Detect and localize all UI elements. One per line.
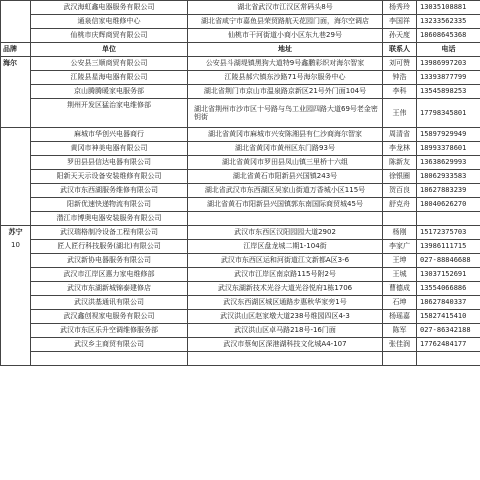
table-row (1, 128, 480, 142)
phone-cell: 13554066886 (417, 282, 480, 296)
unit-cell: 江陵县星海电器有限公司 (31, 71, 188, 85)
unit-cell: 匠人匠行科技服务(湖北)有限公司 (31, 240, 188, 254)
unit-cell: 潜江市博奥电器安装服务有限公司 (31, 212, 188, 226)
table-row (1, 184, 480, 198)
address-cell: 武汉市蔡甸区深港湖科技文化城A4-107 (188, 338, 383, 352)
address-cell: 武汉市江岸区南京路115号附2号 (188, 268, 383, 282)
phone-cell: 17762484177 (417, 338, 480, 352)
table-row (1, 254, 480, 268)
contact-cell: 刘可赞 (383, 57, 417, 71)
unit-cell: 公安县三顺商贸有限公司 (31, 57, 188, 71)
unit-cell: 通泉信家电维修中心 (31, 15, 188, 29)
table-row (1, 156, 480, 170)
unit-cell: 武汉市东西湖服务维修有限公司 (31, 184, 188, 198)
brand-cell-haier: 海尔 (1, 57, 31, 128)
table-row (1, 99, 480, 128)
address-cell: 武汉洪山区赵家墩大道238号维园四区4-3 (188, 310, 383, 324)
table-row (1, 310, 480, 324)
phone-cell: 13545898253 (417, 85, 480, 99)
phone-cell: 18062933583 (417, 170, 480, 184)
address-cell: 湖北省黄冈市罗田县凤山镇三里桥十六组 (188, 156, 383, 170)
contact-cell: 石坤 (383, 296, 417, 310)
header-phone: 电话 (417, 43, 480, 57)
header-contact: 联系人 (383, 43, 417, 57)
table-row (1, 29, 480, 43)
contact-cell: 陈军 (383, 324, 417, 338)
address-cell: 武汉东西湖区城区通路步惠秋华家旁1号 (188, 296, 383, 310)
table-row (1, 282, 480, 296)
unit-cell: 武汉市东湖新城锦泰建修店 (31, 282, 188, 296)
contact-cell: 钟浩 (383, 71, 417, 85)
unit-cell: 武汉新协电器服务有限公司 (31, 254, 188, 268)
unit-cell: 武汉海虹鑫电器服务有限公司 (31, 1, 188, 15)
unit-cell: 武汉鑫创视家电服务有限公司 (31, 310, 188, 324)
unit-cell: 黄冈市神美电器有限公司 (31, 142, 188, 156)
contact-cell: 曹德成 (383, 282, 417, 296)
table-row (1, 198, 480, 212)
contact-cell: 李科 (383, 85, 417, 99)
address-cell: 武汉市东西区运和河街道江文新都A区3-6 (188, 254, 383, 268)
phone-cell: 027-88846688 (417, 254, 480, 268)
contact-cell: 周清省 (383, 128, 417, 142)
unit-cell: 仙桃市庆辉商贸有限公司 (31, 29, 188, 43)
unit-cell: 阳新优速快递物流有限公司 (31, 198, 188, 212)
contact-cell: 张佳润 (383, 338, 417, 352)
brand-cell (1, 128, 31, 226)
address-cell: 武汉洪山区卓马路218号-16门面 (188, 324, 383, 338)
table-row (1, 296, 480, 310)
table-row (1, 142, 480, 156)
contact-cell: 李家广 (383, 240, 417, 254)
address-cell: 湖北省荆州市沙市区十号路与鸟工业园四路大道69号老金密钥街 (188, 99, 383, 128)
table-row (1, 71, 480, 85)
phone-cell: 17798345801 (417, 99, 480, 128)
address-cell: 湖北省武汉市江汉区常码头8号 (188, 1, 383, 15)
phone-cell: 13638629993 (417, 156, 480, 170)
contact-cell: 李国祥 (383, 15, 417, 29)
contact-cell: 孙天度 (383, 29, 417, 43)
address-cell: 江岸区盘龙城二期1-104街 (188, 240, 383, 254)
contact-cell: 杨秀玲 (383, 1, 417, 15)
brand-cell (1, 1, 31, 43)
phone-cell (417, 352, 480, 366)
phone-cell: 13986111715 (417, 240, 480, 254)
phone-cell: 13233562335 (417, 15, 480, 29)
address-cell: 仙桃市干河街道小商小区东九巷29号 (188, 29, 383, 43)
phone-cell: 18993378601 (417, 142, 480, 156)
phone-cell: 13393877799 (417, 71, 480, 85)
address-cell (188, 352, 383, 366)
table-row (1, 85, 480, 99)
unit-cell: 武汉乡主商贸有限公司 (31, 338, 188, 352)
phone-cell: 18608645368 (417, 29, 480, 43)
table-row (1, 226, 480, 240)
address-cell: 武汉市东西区汉阳园园大道2902 (188, 226, 383, 240)
address-cell: 江陵县郝穴镇东沙路71号海尔服务中心 (188, 71, 383, 85)
unit-cell: 武汉市江岸区惠力家电维修部 (31, 268, 188, 282)
table-row (1, 15, 480, 29)
address-cell: 湖北省黄冈市黄州区东门路93号 (188, 142, 383, 156)
header-brand: 品牌 (1, 43, 31, 57)
header-address: 地址 (188, 43, 383, 57)
phone-cell: 18040626270 (417, 198, 480, 212)
phone-cell: 13986997203 (417, 57, 480, 71)
table-row (1, 352, 480, 366)
contact-cell: 杨瑶嘉 (383, 310, 417, 324)
unit-cell: 武汉瑞格制冷设备工程有限公司 (31, 226, 188, 240)
address-cell: 公安县斗湖堤镇黑狗大道特9号鑫鹏彩织对海尔智家 (188, 57, 383, 71)
table-row (1, 212, 480, 226)
contact-cell: 王城 (383, 268, 417, 282)
contact-cell: 舒克舟 (383, 198, 417, 212)
unit-cell: 武汉洪基通讯有限公司 (31, 296, 188, 310)
address-cell (188, 212, 383, 226)
brand-cell-suning (1, 226, 31, 366)
table-row (1, 57, 480, 71)
unit-cell: 京山腾腾暖家电服务部 (31, 85, 188, 99)
table-row (1, 268, 480, 282)
unit-cell: 罗田县县信达电器有限公司 (31, 156, 188, 170)
phone-cell: 13035108881 (417, 1, 480, 15)
contact-cell: 贺百良 (383, 184, 417, 198)
unit-cell: 武汉市东区乐升空调维修服务部 (31, 324, 188, 338)
address-cell: 湖北省黄冈市麻城市兴安陈湘县有仁沙商海尔智家 (188, 128, 383, 142)
unit-cell: 荆州开发区猛治家电维修部 (31, 99, 188, 128)
phone-cell: 15172375703 (417, 226, 480, 240)
table-header-row (1, 43, 480, 57)
contact-cell: 李龙林 (383, 142, 417, 156)
address-cell: 湖北省黄石市阳新县兴国镇郭东南国际商贸城45号 (188, 198, 383, 212)
header-unit: 单位 (31, 43, 188, 57)
contact-cell (383, 212, 417, 226)
table-row (1, 170, 480, 184)
unit-cell (31, 352, 188, 366)
phone-cell: 027-86342188 (417, 324, 480, 338)
contact-cell: 陈新友 (383, 156, 417, 170)
contact-cell: 徐银圈 (383, 170, 417, 184)
contact-cell: 杨刚 (383, 226, 417, 240)
table-row (1, 338, 480, 352)
phone-cell: 18627883239 (417, 184, 480, 198)
contact-cell: 王伟 (383, 99, 417, 128)
unit-cell: 麻城市华创兴电器商行 (31, 128, 188, 142)
table-row (1, 324, 480, 338)
contact-cell: 王坤 (383, 254, 417, 268)
phone-cell: 18627840337 (417, 296, 480, 310)
address-cell: 湖北省咸宁市嘉鱼县荣贸路航天花园门面，海尔空调店 (188, 15, 383, 29)
table-row (1, 240, 480, 254)
address-cell: 湖北省黄石市阳新县兴国镇243号 (188, 170, 383, 184)
unit-cell: 阳新天天示设备安装维修有限公司 (31, 170, 188, 184)
phone-cell: 13037152691 (417, 268, 480, 282)
address-cell: 湖北省武汉市东西湖区吴家山街道万香城小区115号 (188, 184, 383, 198)
phone-cell (417, 212, 480, 226)
phone-cell: 15827415410 (417, 310, 480, 324)
brand-count-suning: 10 (11, 241, 20, 249)
contact-cell (383, 352, 417, 366)
address-cell: 湖北省荆门市京山市温泉路京新区21号外门面104号 (188, 85, 383, 99)
phone-cell: 15897929949 (417, 128, 480, 142)
address-cell: 武汉东湖新技术光谷大道光谷悦府1栋1706 (188, 282, 383, 296)
table-row (1, 1, 480, 15)
brand-name-suning: 苏宁 (8, 228, 23, 236)
